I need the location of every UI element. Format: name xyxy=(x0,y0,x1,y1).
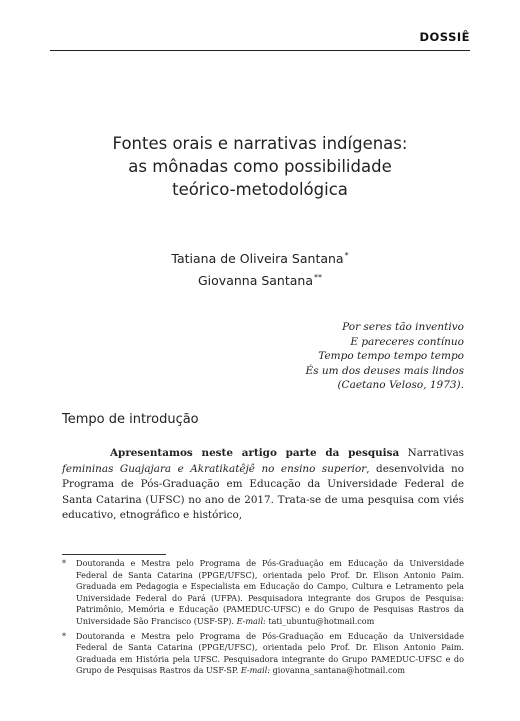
author-1 xyxy=(60,246,460,268)
footnote-text: Doutoranda e Mestra pelo Programa de Pós-Graduação em Educação da Universidade Federal de Santa Catarina (PPGE/UFSC), orientada pelo Prof. Dr. Elison Antonio Paim. Graduada em Pedagogia e Especialista em Educação do Campo, Cultura e Letramento pela Universidade Federal do Pará (UFPA). Pesquisadora integrante dos Grupos de Pesquisa: Patrimônio, Memória e Educação (PAMEDUC-UFSC) e do Grupo de Pesquisas Rastros da Universidade São Francisco (USF-SP). xyxy=(76,558,464,626)
footnote-text: Doutoranda e Mestra pelo Programa de Pós-Graduação em Educação da Universidade Federal de Santa Catarina (PPGE/UFSC), orientada pelo Prof. Dr. Elison Antonio Paim. Graduada em História pela UFSC. Pesquisadora integrante do Grupo PAMEDUC-UFSC e do Grupo de Pesquisas Rastros da USF-SP. xyxy=(76,630,464,676)
body-paragraph xyxy=(62,446,464,524)
section-label: DOSSIÊ xyxy=(419,30,470,44)
footnote xyxy=(62,631,464,677)
author-name: Tatiana de Oliveira Santana xyxy=(171,251,344,266)
author-footnote-mark: * xyxy=(344,251,349,260)
footnotes xyxy=(62,558,464,680)
author-name: Giovanna Santana xyxy=(197,273,313,288)
epigraph-line: És um dos deuses mais lindos xyxy=(305,364,464,377)
lead-text: Apresentamos neste artigo parte da pesquisa xyxy=(110,447,400,460)
footnote-mark: * xyxy=(62,558,67,568)
footnote xyxy=(62,558,464,628)
section-heading: Tempo de introdução xyxy=(62,412,199,427)
footnote-mark: * xyxy=(62,630,67,641)
header-rule xyxy=(50,50,470,51)
body-text-part: , desenvolvida no Programa de Pós-Graduação em Educação da Universidade Federal de Santa Catarina (UFSC) no ano de 2017. Trata-se de uma pesquisa com viés educativo, etnográfico e histórico, xyxy=(62,462,464,522)
epigraph-citation: (Caetano Veloso, 1973). xyxy=(337,379,464,391)
epigraph-line: E pareceres contínuo xyxy=(350,335,464,348)
author-footnote-mark: ** xyxy=(314,273,322,282)
epigraph-line: Por seres tão inventivo xyxy=(342,321,464,333)
email-address[interactable]: giovanna_santana@hotmail.com xyxy=(272,665,406,676)
body-text-part: Narrativas xyxy=(399,447,464,460)
epigraph-line: Tempo tempo tempo tempo xyxy=(318,350,464,362)
footnote-rule xyxy=(62,554,166,555)
title-line-1: Fontes orais e narrativas indígenas: xyxy=(112,134,408,153)
research-title: femininas Guajajara e Akratikatêjê no ensino superior xyxy=(62,462,367,475)
author-list xyxy=(60,246,460,290)
email-label: E-mail: xyxy=(236,615,266,626)
title-line-2: as mônadas como possibilidade xyxy=(128,157,392,176)
article-title xyxy=(60,132,460,201)
title-line-3: teórico-metodológica xyxy=(172,180,348,199)
epigraph xyxy=(306,320,464,393)
email-address[interactable]: tati_ubuntu@hotmail.com xyxy=(268,615,375,626)
email-label: E-mail: xyxy=(240,665,271,676)
author-2 xyxy=(60,268,460,290)
